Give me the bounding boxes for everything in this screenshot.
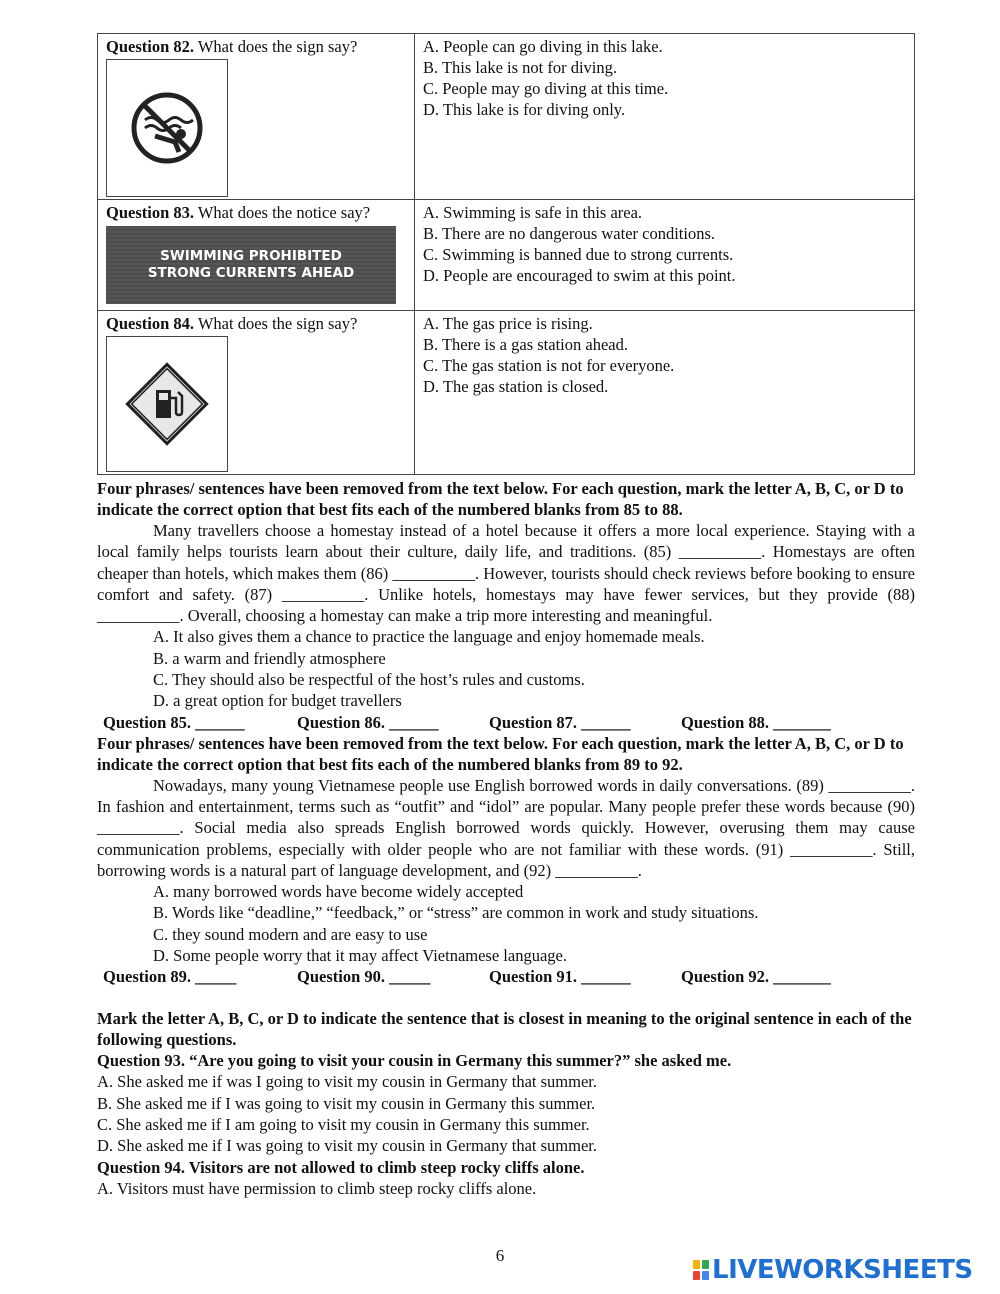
notice-line-2: STRONG CURRENTS AHEAD: [147, 265, 355, 281]
section-85-88: [97, 478, 915, 733]
answer-86[interactable]: Question 86. ______: [297, 712, 439, 732]
question-84-options: [415, 311, 915, 475]
section-instruction: Four phrases/ sentences have been removed from the text below. For each question, mark the letter A, B, C, or D to indicate the correct option that best fits each of the numbered blanks from 89 to 92.: [97, 733, 904, 774]
question-82-row: [98, 34, 915, 200]
section-instruction: Four phrases/ sentences have been removed from the text below. For each question, mark the letter A, B, C, or D to indicate the correct option that best fits each of the numbered blanks from 85 to 88.: [97, 479, 904, 519]
q94-option-a[interactable]: A. Visitors must have permission to climb steep rocky cliffs alone.: [97, 1178, 537, 1198]
answer-92[interactable]: Question 92. _______: [681, 967, 831, 987]
option-d: D. Some people worry that it may affect Vietnamese language.: [153, 946, 567, 966]
question-82-options: [415, 34, 915, 200]
option-a: A. It also gives them a chance to practice the language and enjoy homemade meals.: [153, 627, 705, 647]
section-instruction: Mark the letter A, B, C, or D to indicate the sentence that is closest in meaning to the original sentence in each of the following questions.: [97, 1009, 912, 1050]
gas-station-sign-icon: [106, 336, 228, 472]
question-83-row: [98, 200, 915, 311]
answer-87[interactable]: Question 87. ______: [489, 712, 631, 732]
brand-name: LIVEWORKSHEETS: [712, 1255, 973, 1285]
q93-option-b[interactable]: B. She asked me if I was going to visit my cousin in Germany this summer.: [97, 1093, 596, 1113]
option-b: B. Words like “deadline,” “feedback,” or “stress” are common in work and study situations.: [153, 903, 759, 923]
section-89-92: [97, 733, 915, 988]
option-c[interactable]: C. Swimming is banned due to strong currents.: [423, 245, 734, 264]
question-84-prompt: What does the sign say?: [197, 314, 358, 333]
page-number: 6: [495, 1246, 505, 1265]
question-94: Question 94. Visitors are not allowed to climb steep rocky cliffs alone.: [97, 1157, 585, 1177]
section-93-94: [97, 1008, 915, 1198]
question-93: Question 93. “Are you going to visit your cousin in Germany this summer?” she asked me.: [97, 1051, 732, 1071]
logo-grid-icon: [693, 1260, 709, 1280]
answer-91[interactable]: Question 91. ______: [489, 967, 631, 987]
option-c[interactable]: C. People may go diving at this time.: [423, 79, 669, 98]
option-a[interactable]: A. The gas price is rising.: [423, 314, 593, 333]
option-d[interactable]: D. People are encouraged to swim at this point.: [423, 266, 736, 285]
question-82-prompt: What does the sign say?: [197, 37, 358, 56]
option-b[interactable]: B. This lake is not for diving.: [423, 58, 618, 77]
option-a[interactable]: A. People can go diving in this lake.: [423, 37, 663, 56]
notice-line-1: SWIMMING PROHIBITED: [160, 248, 342, 264]
homestay-passage: Many travellers choose a homestay instead of a hotel because it offers a more local experience. Staying with a local family helps tourists learn about their culture, daily life, and traditions. (85) __________. Homestays are often cheaper than hotels, which makes them (86) __________. However, tourists should check reviews before booking to ensure comfort and safety. (87) __________. Unlike hotels, homestays may have fewer services, but they provide (88) __________. Overall, choosing a homestay can make a trip more interesting and meaningful.: [97, 521, 915, 626]
answer-row: [103, 712, 915, 733]
worksheet-page: [97, 33, 915, 1199]
question-84-row: [98, 311, 915, 475]
option-b[interactable]: B. There is a gas station ahead.: [423, 335, 628, 354]
questions-table: [97, 33, 915, 475]
q93-option-a[interactable]: A. She asked me if was I going to visit my cousin in Germany that summer.: [97, 1072, 597, 1092]
question-83-prompt: What does the notice say?: [197, 203, 371, 222]
answer-85[interactable]: Question 85. ______: [103, 712, 245, 732]
option-a[interactable]: A. Swimming is safe in this area.: [423, 203, 643, 222]
borrowed-words-passage: Nowadays, many young Vietnamese people use English borrowed words in daily conversations. (89) __________. In fashion and entertainment, terms such as “outfit” and “idol” are popular. Many people prefer these words because (90) __________. Social media also spreads English borrowed words quickly. However, overusing them may cause communication problems, especially with older people who are not familiar with these words. (91) __________. Still, borrowing words is a natural part of language development, and (92) __________.: [97, 775, 915, 880]
option-b: B. a warm and friendly atmosphere: [153, 648, 386, 668]
option-c[interactable]: C. The gas station is not for everyone.: [423, 356, 675, 375]
option-d: D. a great option for budget travellers: [153, 691, 402, 711]
question-82-label: Question 82.: [106, 37, 195, 56]
answer-89[interactable]: Question 89. _____: [103, 967, 237, 987]
answer-88[interactable]: Question 88. _______: [681, 712, 831, 732]
option-d[interactable]: D. The gas station is closed.: [423, 377, 609, 396]
question-84-label: Question 84.: [106, 314, 195, 333]
answer-90[interactable]: Question 90. _____: [297, 967, 431, 987]
answer-row: [103, 966, 915, 987]
no-diving-sign-icon: [106, 59, 228, 197]
liveworksheets-logo: [693, 1255, 973, 1285]
question-83-options: [415, 200, 915, 311]
question-83-label: Question 83.: [106, 203, 195, 222]
option-a: A. many borrowed words have become widely accepted: [153, 882, 524, 902]
option-b[interactable]: B. There are no dangerous water conditions.: [423, 224, 716, 243]
option-c: C. They should also be respectful of the host’s rules and customs.: [153, 670, 585, 690]
q93-option-d[interactable]: D. She asked me if I was going to visit my cousin in Germany that summer.: [97, 1136, 597, 1156]
option-c: C. they sound modern and are easy to use: [153, 924, 428, 944]
swimming-notice-image: [106, 226, 396, 304]
option-d[interactable]: D. This lake is for diving only.: [423, 100, 626, 119]
q93-option-c[interactable]: C. She asked me if I am going to visit my cousin in Germany this summer.: [97, 1114, 590, 1134]
